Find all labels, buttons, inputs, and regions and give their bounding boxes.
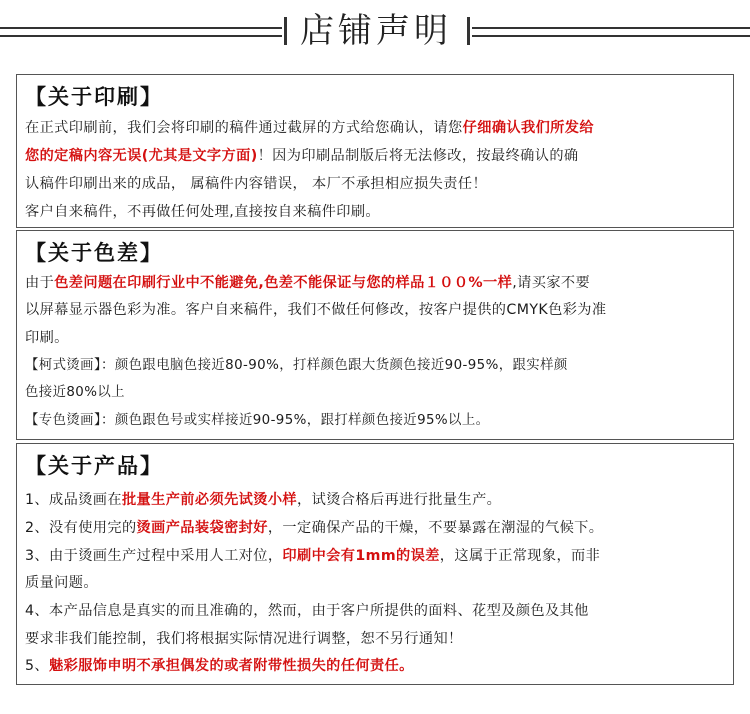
text-line: 认稿件印刷出来的成品， 属稿件内容错误， 本厂不承担相应损失责任！ xyxy=(25,176,488,192)
text-line xyxy=(25,272,727,294)
section-heading: 【关于色差】 xyxy=(25,241,163,265)
text-line: 【柯式烫画】：颜色跟电脑色接近80-90%，打样颜色跟大货颜色接近90-95%，跟实样颜 xyxy=(25,358,568,373)
text-line: 要求非我们能控制，我们将根据实际情况进行调整，恕不另行通知！ xyxy=(25,631,463,647)
text-segment: ，试烫合格后再进行批量生产。 xyxy=(297,492,502,508)
section-color-difference xyxy=(16,230,734,440)
page-header xyxy=(0,0,750,62)
text-line: 以屏幕显示器色彩为准。客户自来稿件，我们不做任何修改，按客户提供的CMYK色彩为准 xyxy=(25,302,607,318)
highlight-text: 印刷中会有1mm的误差 xyxy=(282,548,440,564)
page-title: 店铺声明 xyxy=(300,11,452,51)
text-line xyxy=(25,117,727,139)
highlight-text: 仔细确认我们所发给 xyxy=(462,120,594,136)
text-segment: ,请买家不要 xyxy=(512,275,591,291)
text-segment: 由于 xyxy=(25,275,55,291)
section-product xyxy=(16,443,734,685)
text-line xyxy=(25,489,727,511)
text-segment: ，一定确保产品的干燥，不要暴露在潮湿的气候下。 xyxy=(267,520,604,536)
text-segment: 5、 xyxy=(25,658,50,674)
section-heading: 【关于产品】 xyxy=(25,454,163,478)
highlight-text: 批量生产前必须先试烫小样 xyxy=(121,492,298,508)
header-rule-right xyxy=(472,27,750,37)
text-segment: 2、没有使用完的 xyxy=(25,520,137,536)
text-segment: ！因为印刷品制版后将无法修改，按最终确认的确 xyxy=(257,148,579,164)
text-line: 4、本产品信息是真实的而且准确的，然而，由于客户所提供的面料、花型及颜色及其他 xyxy=(25,603,589,619)
section-heading: 【关于印刷】 xyxy=(25,85,163,109)
text-line: 客户自来稿件，不再做任何处理,直接按自来稿件印刷。 xyxy=(25,204,381,220)
text-line xyxy=(25,517,727,539)
text-line: 【专色烫画】：颜色跟色号或实样接近90-95%，跟打样颜色接近95%以上。 xyxy=(25,413,490,428)
header-rule-cap-left xyxy=(284,17,287,45)
section-printing xyxy=(16,74,734,228)
highlight-text: 您的定稿内容无误(尤其是文字方面) xyxy=(25,148,258,164)
text-segment: ，这属于正常现象，而非 xyxy=(439,548,601,564)
text-line: 印刷。 xyxy=(25,330,69,346)
header-rule-left xyxy=(0,27,282,37)
text-line: 色接近80%以上 xyxy=(25,385,125,400)
highlight-text: 魅彩服饰申明不承担偶发的或者附带性损失的任何责任。 xyxy=(49,658,414,674)
text-line xyxy=(25,545,727,567)
highlight-text: 色差问题在印刷行业中不能避免,色差不能保证与您的样品１００%一样 xyxy=(54,275,513,291)
text-line xyxy=(25,655,727,677)
text-segment: 在正式印刷前，我们会将印刷的稿件通过截屏的方式给您确认，请您 xyxy=(25,120,463,136)
header-rule-cap-right xyxy=(467,17,470,45)
highlight-text: 烫画产品装袋密封好 xyxy=(136,520,268,536)
text-line: 质量问题。 xyxy=(25,575,98,591)
text-segment: 1、成品烫画在 xyxy=(25,492,122,508)
text-segment: 3、由于烫画生产过程中采用人工对位， xyxy=(25,548,283,564)
text-line xyxy=(25,145,727,167)
